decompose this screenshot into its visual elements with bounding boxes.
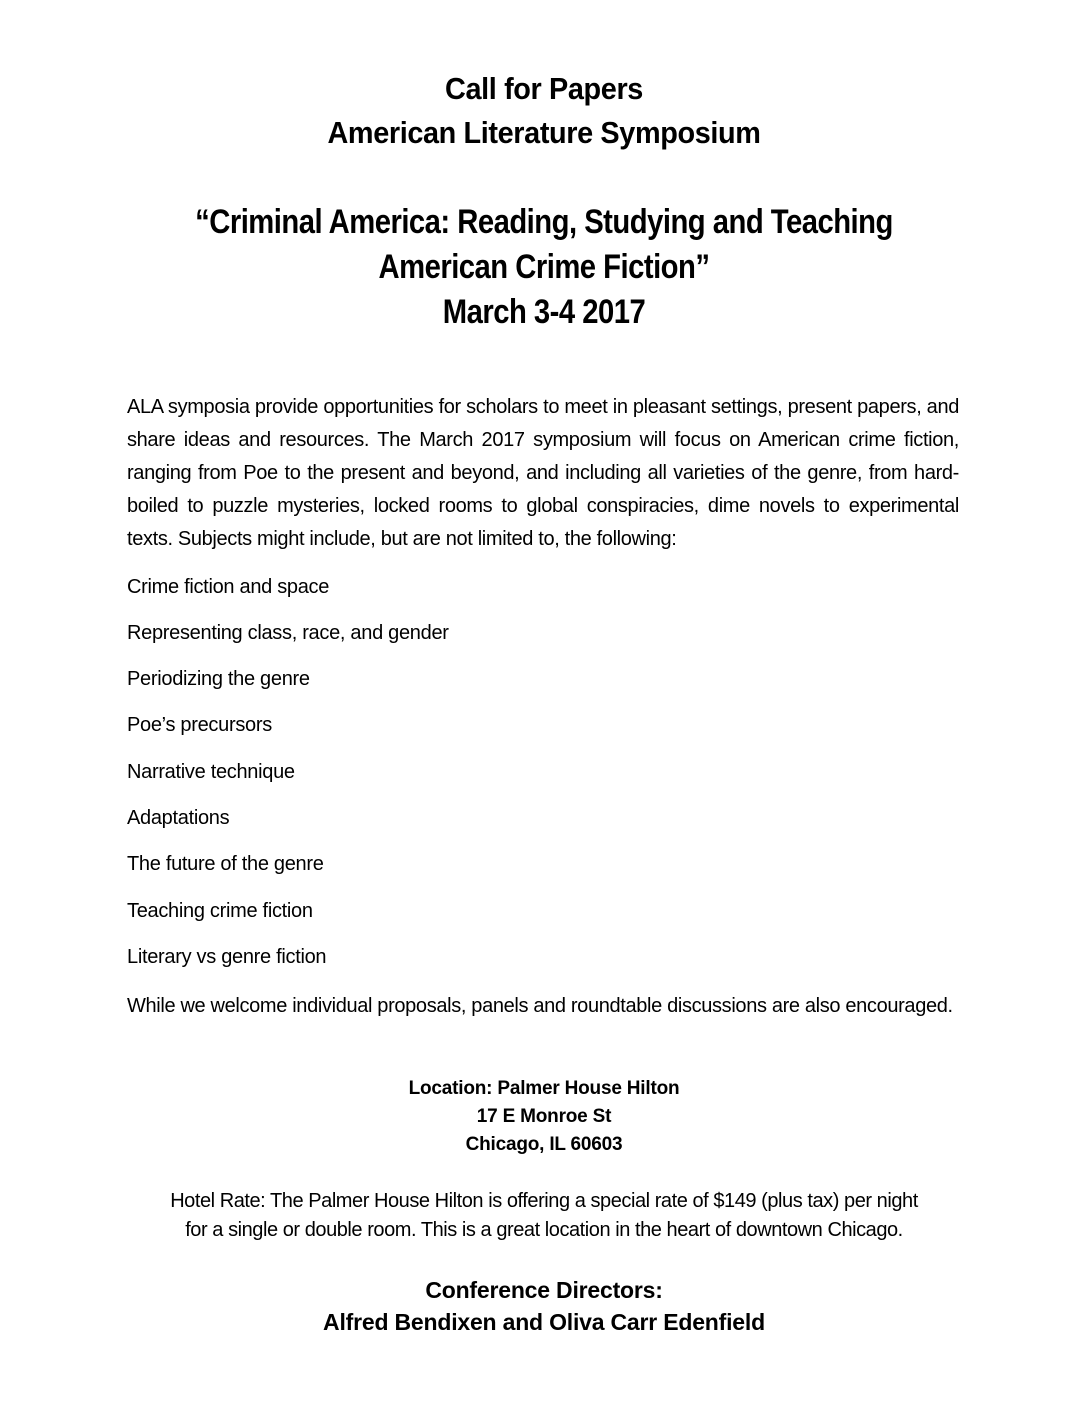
- topic-item: Literary vs genre fiction: [127, 946, 327, 968]
- topic-item: Periodizing the genre: [127, 668, 310, 690]
- location-venue: Location: Palmer House Hilton: [408, 1078, 680, 1099]
- topic-item: Teaching crime fiction: [127, 900, 313, 922]
- topic-item: Representing class, race, and gender: [127, 622, 449, 644]
- theme-title-line1: “Criminal America: Reading, Studying and Teaching: [195, 203, 893, 241]
- topic-item: The future of the genre: [127, 853, 324, 875]
- intro-paragraph: ALA symposia provide opportunities for scholars to meet in pleasant settings, present papers, and share ideas and resources. The March 2017 symposium will focus on American crime fiction, ranging from Poe to the present and beyond, and including all varieties of the genre, from hard-boiled to puzzle mysteries, locked rooms to global conspiracies, dime novels to experimental texts. Subjects might include, but are not limited to, the following:: [127, 396, 959, 550]
- topic-item: Poe’s precursors: [127, 714, 272, 736]
- theme-title-line2: American Crime Fiction”: [378, 248, 710, 286]
- symposium-title: American Literature Symposium: [327, 115, 761, 150]
- directors-names: Alfred Bendixen and Oliva Carr Edenfield: [323, 1309, 765, 1335]
- proposals-paragraph: While we welcome individual proposals, panels and roundtable discussions are also encouraged.: [127, 995, 953, 1017]
- topic-item: Narrative technique: [127, 761, 295, 783]
- hotel-rate-line2: for a single or double room. This is a great location in the heart of downtown Chicago.: [185, 1219, 903, 1241]
- topic-item: Crime fiction and space: [127, 576, 330, 598]
- location-street: 17 E Monroe St: [476, 1106, 612, 1127]
- page-title: Call for Papers: [445, 71, 643, 106]
- location-city: Chicago, IL 60603: [465, 1134, 623, 1155]
- symposium-date: March 3-4 2017: [442, 293, 646, 331]
- directors-heading: Conference Directors:: [425, 1277, 663, 1303]
- topic-item: Adaptations: [127, 807, 230, 829]
- hotel-rate-line1: Hotel Rate: The Palmer House Hilton is offering a special rate of $149 (plus tax) per night: [170, 1190, 918, 1212]
